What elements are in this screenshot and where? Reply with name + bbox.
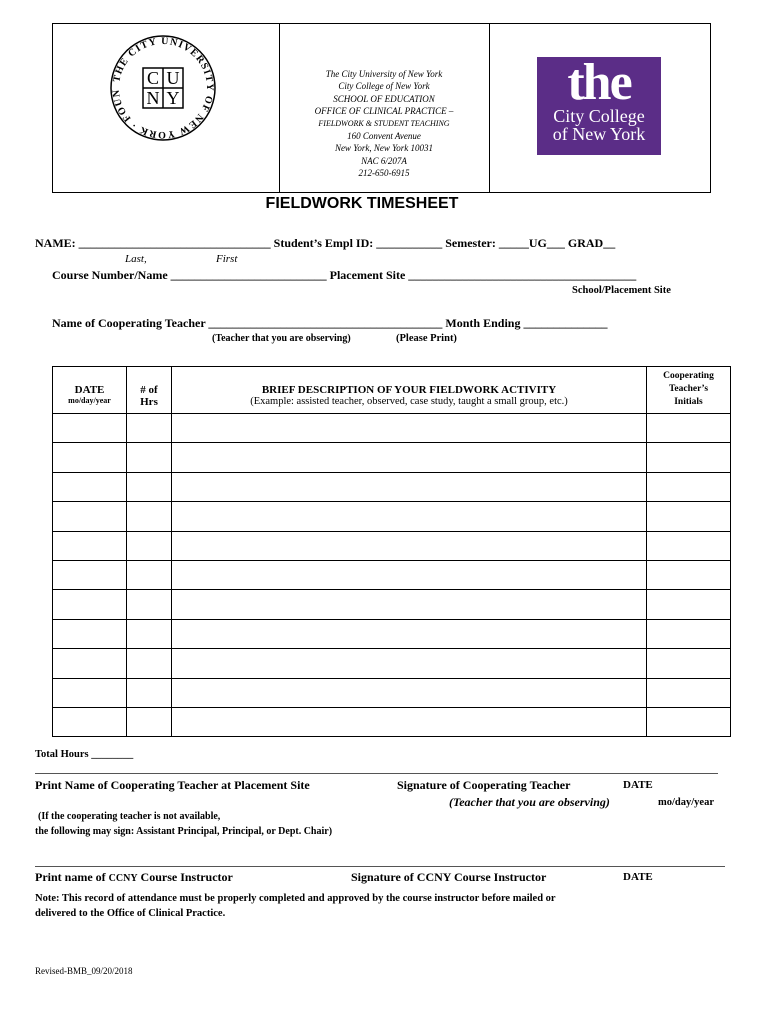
city-college-logo <box>537 54 661 155</box>
date-cell[interactable] <box>53 649 127 678</box>
initials-cell[interactable] <box>647 472 731 501</box>
date-format: mo/day/year <box>658 797 714 808</box>
col-hrs-sub: Hrs <box>140 396 158 408</box>
placement-sub: School/Placement Site <box>572 285 671 296</box>
desc-cell[interactable] <box>172 443 647 472</box>
cooperating-teacher-line: Name of Cooperating Teacher _______________________________________ Month Ending ______________ <box>52 316 608 330</box>
desc-cell[interactable] <box>172 678 647 707</box>
initials-cell[interactable] <box>647 531 731 560</box>
address-line: The City University of New York <box>325 69 443 79</box>
date-cell[interactable] <box>53 502 127 531</box>
initials-cell[interactable] <box>647 443 731 472</box>
initials-cell[interactable] <box>647 560 731 589</box>
col-initials-label: Cooperating <box>663 371 714 381</box>
address-line: City College of New York <box>338 81 430 92</box>
table-row <box>53 560 731 589</box>
total-hours: Total Hours ________ <box>35 749 134 760</box>
date-label: DATE <box>623 871 653 883</box>
table-body <box>53 414 731 737</box>
desc-cell[interactable] <box>172 619 647 648</box>
date-cell[interactable] <box>53 531 127 560</box>
table-row <box>53 590 731 619</box>
desc-cell[interactable] <box>172 560 647 589</box>
signature-line <box>35 773 718 774</box>
table-header-row <box>53 367 731 414</box>
initials-cell[interactable] <box>647 707 731 736</box>
initials-cell[interactable] <box>647 619 731 648</box>
hrs-cell[interactable] <box>127 414 172 443</box>
name-sub-last: Last, <box>125 253 147 265</box>
name-empl-semester-line: NAME: ________________________________ Student’s Empl ID: ___________ Semester: _____UG___ GRAD__ <box>35 236 616 250</box>
address-line: 160 Convent Avenue <box>347 131 421 142</box>
date-cell[interactable] <box>53 443 127 472</box>
date-label: DATE <box>623 779 653 791</box>
coop-sub: (Teacher that you are observing) <box>212 333 351 344</box>
col-initials-label: Initials <box>674 397 703 407</box>
seal-letter: Y <box>166 88 180 108</box>
hrs-cell[interactable] <box>127 649 172 678</box>
desc-cell[interactable] <box>172 590 647 619</box>
hrs-cell[interactable] <box>127 531 172 560</box>
col-desc-header <box>172 367 647 414</box>
logo-line: City College <box>553 106 645 126</box>
col-date-sub: mo/day/year <box>68 396 111 405</box>
date-cell[interactable] <box>53 590 127 619</box>
print-suffix: Course Instructor <box>140 870 233 884</box>
seal-letter: U <box>166 68 180 88</box>
initials-cell[interactable] <box>647 590 731 619</box>
desc-cell[interactable] <box>172 649 647 678</box>
initials-cell[interactable] <box>647 649 731 678</box>
note-line2: delivered to the Office of Clinical Practice. <box>35 908 226 919</box>
alt-signer-line2: the following may sign: Assistant Principal, Principal, or Dept. Chair) <box>35 826 333 837</box>
table-row <box>53 443 731 472</box>
signature-coop-teacher: Signature of Cooperating Teacher <box>397 778 571 792</box>
address-line: 212-650-6915 <box>358 168 410 179</box>
initials-cell[interactable] <box>647 502 731 531</box>
ccny-abbr: CCNY <box>108 873 138 884</box>
please-print: (Please Print) <box>396 333 457 344</box>
desc-cell[interactable] <box>172 502 647 531</box>
fieldwork-log-table <box>52 366 731 737</box>
desc-cell[interactable] <box>172 531 647 560</box>
date-cell[interactable] <box>53 472 127 501</box>
address-line: New York, New York 10031 <box>334 143 434 154</box>
alt-signer-line1: (If the cooperating teacher is not available, <box>38 811 221 822</box>
col-desc-sub: (Example: assisted teacher, observed, case study, taught a small group, etc.) <box>250 396 568 407</box>
col-desc-label: BRIEF DESCRIPTION OF YOUR FIELDWORK ACTIVITY <box>261 384 557 396</box>
table-row <box>53 649 731 678</box>
print-name-ccny-instructor <box>35 870 233 885</box>
date-cell[interactable] <box>53 678 127 707</box>
table-row <box>53 414 731 443</box>
address-line: NAC 6/207A <box>361 155 407 166</box>
table-row <box>53 502 731 531</box>
date-cell[interactable] <box>53 560 127 589</box>
table-row <box>53 678 731 707</box>
hrs-cell[interactable] <box>127 560 172 589</box>
date-cell[interactable] <box>53 414 127 443</box>
logo-word: the <box>567 54 631 111</box>
form-title: FIELDWORK TIMESHEET <box>265 195 459 212</box>
col-initials-header <box>647 367 731 414</box>
print-name-coop-teacher: Print Name of Cooperating Teacher at Placement Site <box>35 778 310 792</box>
col-initials-label: Teacher’s <box>668 384 709 394</box>
date-cell[interactable] <box>53 707 127 736</box>
print-prefix: Print name of <box>35 870 106 884</box>
course-placement-line: Course Number/Name __________________________ Placement Site ______________________________________ <box>52 268 637 282</box>
name-sub-first: First <box>216 253 238 265</box>
initials-cell[interactable] <box>647 678 731 707</box>
desc-cell[interactable] <box>172 414 647 443</box>
table-row <box>53 472 731 501</box>
signature-ccny-instructor: Signature of CCNY Course Instructor <box>351 870 547 884</box>
hrs-cell[interactable] <box>127 590 172 619</box>
hrs-cell[interactable] <box>127 619 172 648</box>
logo-line: of New York <box>552 124 646 144</box>
address-line: FIELDWORK & STUDENT TEACHING <box>318 118 450 128</box>
table-row <box>53 707 731 736</box>
date-cell[interactable] <box>53 619 127 648</box>
table-row <box>53 531 731 560</box>
col-hrs-label: # of <box>140 384 158 396</box>
address-line: SCHOOL OF EDUCATION <box>333 93 435 104</box>
col-hrs-header <box>127 367 172 414</box>
hrs-cell[interactable] <box>127 443 172 472</box>
signature-line <box>35 866 725 867</box>
teacher-observing-note: (Teacher that you are observing) <box>449 795 610 809</box>
cuny-seal-logo <box>100 25 226 151</box>
hrs-cell[interactable] <box>127 707 172 736</box>
seal-letter: N <box>146 88 160 108</box>
initials-cell[interactable] <box>647 414 731 443</box>
address-line: OFFICE OF CLINICAL PRACTICE – <box>314 106 454 117</box>
revised-footer: Revised-BMB_09/20/2018 <box>35 966 133 976</box>
school-address <box>270 68 498 180</box>
seal-letter: C <box>146 68 160 88</box>
col-date-label: DATE <box>74 384 105 396</box>
hrs-cell[interactable] <box>127 502 172 531</box>
desc-cell[interactable] <box>172 472 647 501</box>
desc-cell[interactable] <box>172 707 647 736</box>
hrs-cell[interactable] <box>127 472 172 501</box>
col-date-header <box>53 367 127 414</box>
table-row <box>53 619 731 648</box>
seal-ring-text: THE CITY UNIVERSITY OF NEW YORK · FOUN <box>110 35 216 141</box>
note-line1: Note: This record of attendance must be properly completed and approved by the course instructor before mailed or <box>35 893 556 904</box>
hrs-cell[interactable] <box>127 678 172 707</box>
